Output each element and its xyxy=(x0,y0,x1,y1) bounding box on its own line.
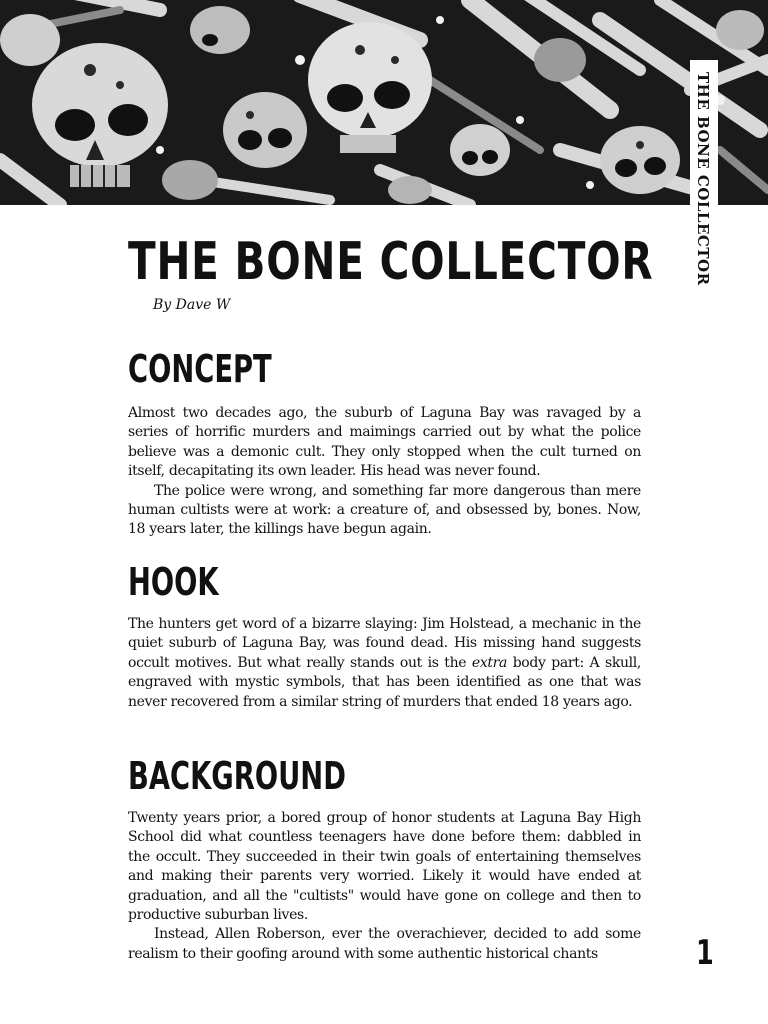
emphasis: extra xyxy=(471,654,507,671)
author-byline: By Dave W xyxy=(153,297,231,313)
paragraph: Instead, Allen Roberson, ever the overachiever, decided to add some realism to their goofing around with some authentic historical chants xyxy=(128,926,641,962)
paragraph: Twenty years prior, a bored group of honor students at Laguna Bay High School did what countless teenagers have done before them: dabbled in the occult. They succeeded in their twin goals of entertaining themselves and making their parents very worried. Likely it would have ended at graduation, and all the "cultists" would have gone on college and then to productive suburban lives. xyxy=(128,810,641,924)
skulls-and-bones-illustration xyxy=(0,0,768,205)
side-running-title xyxy=(690,60,718,320)
section-heading-background: BACKGROUND xyxy=(128,754,346,798)
section-heading-hook: HOOK xyxy=(128,560,219,604)
page-number: 1 xyxy=(695,933,714,973)
section-body-hook xyxy=(128,615,641,712)
skull-shape-middle-left xyxy=(223,92,307,168)
paragraph: The hunters get word of a bizarre slaying: Jim Holstead, a mechanic in the quiet suburb of Laguna Bay, was found dead. His missing hand suggests occult motives. But what really stands out is the extra body part: A skull, engraved with mystic symbols, that has been identified as one that was never recovered from a similar string of murders that ended 18 years ago. xyxy=(128,616,642,710)
skull-shape-right xyxy=(600,126,680,194)
section-body-background xyxy=(128,809,641,964)
section-heading-concept: CONCEPT xyxy=(128,347,272,391)
side-running-title-text: THE BONE COLLECTOR xyxy=(694,72,712,286)
document-title: THE BONE COLLECTOR xyxy=(128,232,654,292)
paragraph: Almost two decades ago, the suburb of Laguna Bay was ravaged by a series of horrific murders and maimings carried out by what the police believe was a demonic cult. They only stopped when the cult turned on itself, decapitating its own leader. His head was never found. xyxy=(128,405,641,480)
paragraph: The police were wrong, and something far more dangerous than mere human cultists were at work: a creature of, and obsessed by, bones. Now, 18 years later, the killings have begun again. xyxy=(128,482,641,538)
skull-banner-image xyxy=(0,0,768,205)
section-body-concept xyxy=(128,404,641,540)
